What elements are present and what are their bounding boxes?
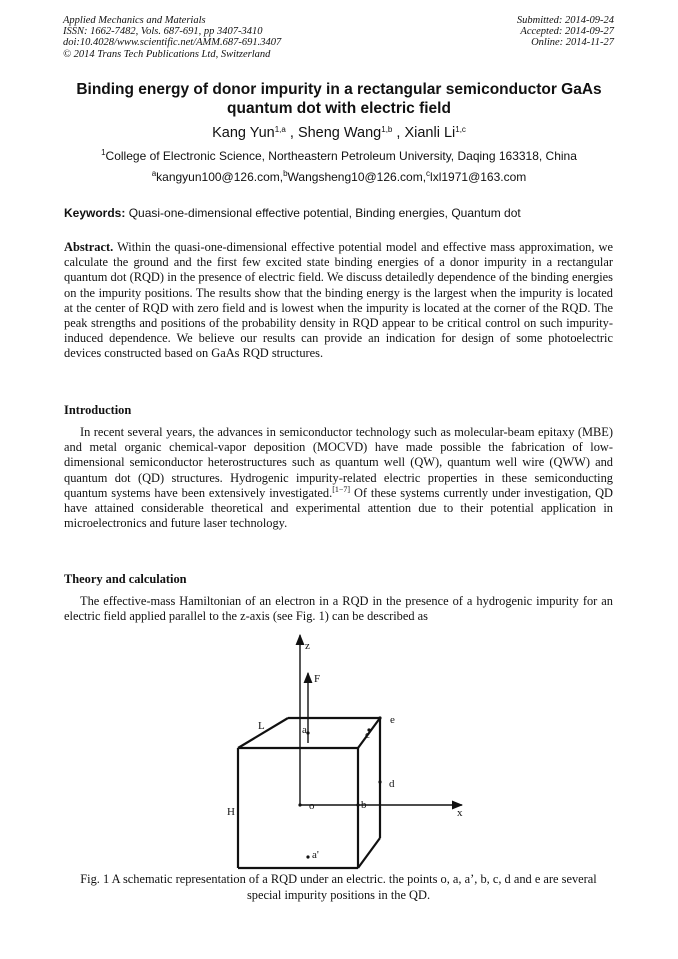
label-H: H — [227, 806, 235, 818]
abstract-text: Within the quasi-one-dimensional effective potential model and effective mass approximation, we calculate the ground and the first few excited state binding energies of a donor impurity in a rectangular quantum dot (RQD) in the presence of electric field. We discuss detailedly dependence of the binding energies on the impurity positions. The results show that the binding energy is the largest when the impurity is located at the center of RQD with zero field and is lowest when the impurity is located at the corner of the RQD. The peak strengths and positions of the probability density in RQD appear to be critical control on such impurity-induced dependence. We believe our results can provide an indication for design of some photoelectric devices constructed based on GaAs RQD structures. — [64, 240, 613, 361]
author-affil-mark: 1,b — [381, 125, 393, 134]
paper-title — [52, 80, 626, 118]
label-e: e — [390, 714, 395, 726]
label-c: c — [365, 729, 370, 741]
email-address: Wangsheng10@126.com, — [287, 170, 427, 184]
label-L: L — [258, 720, 265, 732]
affiliation-text: College of Electronic Science, Northeastern Petroleum University, Daqing 163318, China — [105, 149, 577, 163]
label-x: x — [457, 807, 463, 819]
intro-text-part: In recent several years, the advances in semiconductor technology such as molecular-beam epitaxy (MBE) and metal organic chemical-vapor deposition (MOCVD) have made possible the fabrication of low-dimensional semiconductor heterostructures such as quantum well (QW), quantum well wire (QWW) and quantum dot (QD) structures. Hydrogenic impurity-related electric properties in these semiconducting quantum systems have been extensively investigated. — [64, 425, 613, 500]
accepted-date: Accepted: 2014-09-27 — [520, 26, 614, 38]
point-a-prime — [306, 855, 309, 858]
box-edge — [358, 838, 380, 868]
title-line-1: Binding energy of donor impurity in a rectangular semiconductor GaAs — [76, 81, 602, 98]
point-b — [356, 803, 359, 806]
label-b: b — [361, 799, 367, 811]
point-o — [298, 803, 301, 806]
intro-text-part: Of these systems currently under investigation, QD have attained considerable theoretical and experimental attention due to their potential application in microelectronics and future laser technology. — [64, 485, 613, 531]
affiliation-mark: 1 — [101, 148, 106, 157]
abstract — [64, 240, 613, 362]
box-outline — [238, 718, 380, 868]
email-mark: a — [151, 169, 157, 178]
label-a: a — [302, 724, 307, 736]
abstract-label: Abstract. — [64, 240, 114, 254]
rqd-schematic — [200, 625, 500, 870]
journal-name: Applied Mechanics and Materials — [63, 15, 206, 26]
author-list — [52, 125, 626, 141]
point-d — [378, 780, 381, 783]
label-d: d — [389, 778, 395, 790]
introduction-paragraph — [64, 425, 613, 531]
affiliation — [52, 149, 626, 163]
dates-header — [517, 15, 614, 49]
keywords — [64, 206, 624, 220]
keywords-label: Keywords: — [64, 206, 126, 220]
email-address: kangyun100@126.com, — [156, 170, 284, 184]
copyright-line: © 2014 Trans Tech Publications Ltd, Switzerland — [63, 48, 271, 60]
email-list — [52, 170, 626, 184]
journal-header — [63, 15, 281, 60]
submitted-date: Submitted: 2014-09-24 — [516, 15, 614, 26]
label-z: z — [305, 640, 310, 652]
label-a-prime: a' — [312, 849, 319, 861]
point-e — [378, 716, 381, 719]
label-F: F — [314, 673, 321, 685]
author-name: Sheng Wang — [297, 125, 382, 141]
introduction-heading: Introduction — [64, 403, 132, 417]
issn-line: ISSN: 1662-7482, Vols. 687-691, pp 3407-3410 — [63, 26, 263, 38]
title-line-2: quantum dot with electric field — [227, 100, 451, 117]
author-name: Xianli Li — [404, 125, 456, 141]
email-mark: b — [283, 169, 288, 178]
doi-line: doi:10.4028/www.scientific.net/AMM.687-691.3407 — [63, 37, 282, 49]
online-date: Online: 2014-11-27 — [531, 37, 614, 49]
author-affil-mark: 1,a — [274, 125, 286, 134]
figure-caption: Fig. 1 A schematic representation of a RQD under an electric. the points o, a, a’, b, c, d and e are several special impurity positions in the QD. — [80, 872, 597, 902]
author-separator: , — [392, 125, 405, 141]
email-address: lxl1971@163.com — [430, 170, 527, 184]
citation-ref: [1−7] — [332, 484, 351, 494]
email-mark: c — [426, 169, 431, 178]
theory-heading: Theory and calculation — [64, 572, 187, 586]
theory-paragraph: The effective-mass Hamiltonian of an electron in a RQD in the presence of a hydrogenic impurity for an electric field applied parallel to the z-axis (see Fig. 1) can be described as — [64, 594, 613, 624]
author-separator: , — [285, 125, 298, 141]
label-o: o — [309, 800, 315, 812]
keywords-text: Quasi-one-dimensional effective potential, Binding energies, Quantum dot — [125, 206, 521, 220]
author-name: Kang Yun — [212, 125, 275, 141]
author-affil-mark: 1,c — [455, 125, 466, 134]
figure-1 — [200, 625, 500, 870]
